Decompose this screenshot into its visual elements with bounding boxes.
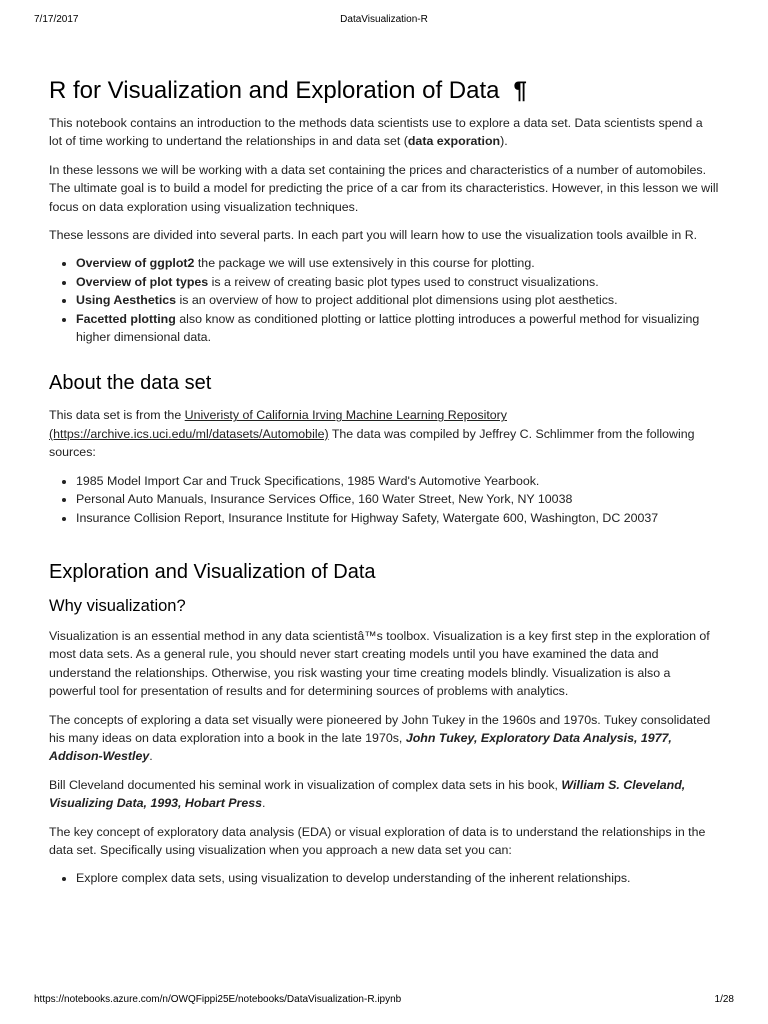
exploration-heading: Exploration and Visualization of Data [49,560,376,583]
intro-paragraph [49,114,719,151]
list-item-title: Overview of plot types [76,274,209,289]
print-date: 7/17/2017 [34,14,79,25]
print-url: https://notebooks.azure.com/n/OWQFippi25E/notebooks/DataVisualization-R.ipynb [34,994,402,1005]
intro-bold-term: data exporation [407,134,501,149]
tukey-paragraph [49,711,719,766]
parts-paragraph: These lessons are divided into several parts. In each part you will learn how to use the visualization tools availble in R. [49,228,698,243]
about-heading: About the data set [49,372,212,395]
list-item-text: also know as conditioned plotting or lattice plotting introduces a powerful method for visualizing higher dimensional data. [76,311,700,345]
print-title: DataVisualization-R [340,14,428,25]
list-item-text: is an overview of how to project additional plot dimensions using plot aesthetics. [176,293,618,308]
cleveland-text: Bill Cleveland documented his seminal work in visualization of complex data sets in his book, [49,777,562,792]
page-title-text: R for Visualization and Exploration of Data [49,77,500,104]
notebook-content [49,70,719,898]
intro-text: This notebook contains an introduction to the methods data scientists use to explore a data set. Data scientists spend a lot of time working to undertand the relationships in and data set ( [49,116,703,149]
cleveland-text-end: . [262,796,266,811]
uci-repository-link[interactable]: Univeristy of California Irving Machine Learning Repository (https://archive.ics.uci.edu/ml/datasets/Automobile) [49,408,507,441]
list-item [76,310,719,347]
list-item-title: Facetted plotting [76,311,176,326]
tukey-text: The concepts of exploring a data set visually were pioneered by John Tukey in the 1960s and 1970s. Tukey consolidated his many ideas on data exploration into a book in the late 1970s, [49,712,711,745]
anchor-link[interactable]: ¶ [513,77,527,104]
tukey-citation: John Tukey, Exploratory Data Analysis, 1977, Addison-Westley [49,730,672,764]
lessons-paragraph: In these lessons we will be working with a data set containing the prices and characteristics of a number of automobiles. The ultimate goal is to build a model for predicting the price of a car from its characteristics. However, in this lesson we will focus on data exploration using visualization techniques. [49,162,719,214]
sources-list [49,472,719,527]
print-header [34,14,734,28]
about-text-end: The data was compiled by Jeffrey C. Schlimmer from the following sources: [49,426,695,460]
page-number: 1/28 [714,994,734,1005]
eda-list [49,869,719,887]
why-visualization-heading: Why visualization? [49,596,186,615]
cleveland-paragraph [49,776,719,813]
about-paragraph [49,406,719,461]
list-item [76,291,719,309]
print-footer [34,994,734,1008]
visualization-paragraph: Visualization is an essential method in any data scientistâ™s toolbox. Visualization is a key first step in the exploration of most data sets. As a general rule, you should never start creating models until you have examined the data and understand the relationships. Otherwise, you risk wasting your time creating models blindly. Visualization is also a powerful tool for presentation of results and for determining sources of problems with analytics. [49,628,710,699]
eda-paragraph: The key concept of exploratory data analysis (EDA) or visual exploration of data is to understand the relationships in the data set. Specifically using visualization when you approach a new data set you can: [49,824,706,857]
cleveland-citation: William S. Cleveland, Visualizing Data, 1993, Hobart Press [49,777,686,811]
tukey-text-end: . [149,749,153,764]
list-item: • Personal Auto Manuals, Insurance Services Office, 160 Water Street, New York, NY 10038 [76,490,719,508]
list-item: • Insurance Collision Report, Insurance Institute for Highway Safety, Watergate 600, Washington, DC 20037 [76,509,719,527]
about-text: This data set is from the [49,408,185,423]
list-item: • 1985 Model Import Car and Truck Specifications, 1985 Ward's Automotive Yearbook. [76,472,719,490]
page-title [49,76,719,106]
list-item-text: is a reivew of creating basic plot types used to construct visualizations. [208,274,599,289]
list-item-text: the package we will use extensively in this course for plotting. [194,256,535,271]
list-item-title: Using Aesthetics [76,293,177,308]
list-item: • Explore complex data sets, using visualization to develop understanding of the inherent relationships. [76,869,719,887]
list-item [76,254,719,272]
list-item-title: Overview of ggplot2 [76,256,195,271]
list-item [76,273,719,291]
parts-list [49,254,719,346]
intro-text-end: ). [500,134,508,149]
